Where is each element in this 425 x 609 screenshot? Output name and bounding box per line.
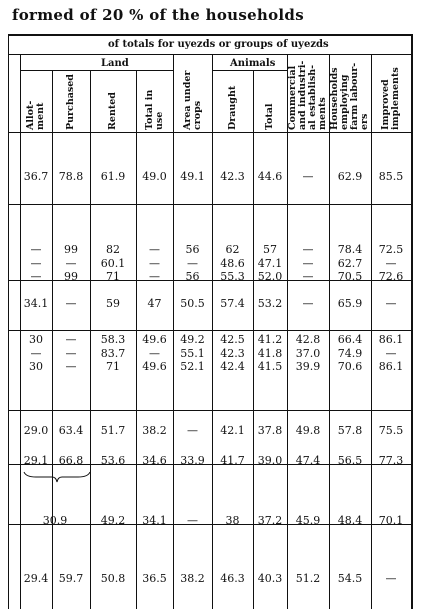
table-cell: 30.9 [42, 514, 68, 527]
table-cell: 37.8 [257, 424, 283, 437]
header-top: of totals for uyezds or groups of uyezds [108, 39, 329, 50]
table-cell: — — — [302, 243, 314, 283]
table-cell: 77.3 [378, 454, 404, 467]
table-cell: 70.1 [378, 514, 404, 527]
table-cell: — [65, 297, 77, 310]
table-cell: 34.1 [23, 297, 49, 310]
table-cell: 40.3 [257, 572, 283, 585]
table-cell: 53.6 [100, 454, 126, 467]
column-header: Total [264, 103, 275, 130]
table-cell: 36.7 [23, 170, 49, 183]
table-cell: 63.4 [58, 424, 84, 437]
table-cell: 58.3 83.7 71 [100, 333, 126, 373]
table-cell: 34.6 [142, 454, 167, 467]
row-divider [8, 330, 412, 331]
table-cell: 45.9 [295, 514, 321, 527]
table-cell: 38 [225, 514, 240, 527]
table-cell: 38.2 [142, 424, 167, 437]
table-cell: — [385, 572, 397, 585]
table-cell: 50.5 [180, 297, 205, 310]
table-cell: 51.2 [295, 572, 321, 585]
table-cell: 56 — 56 [185, 243, 200, 283]
column-header: Total in use [143, 89, 165, 130]
table-cell: 42.5 42.3 42.4 [220, 333, 245, 373]
table-cell: 49.2 [100, 514, 126, 527]
table-cell: 47.4 [295, 454, 321, 467]
table-cell: 34.1 [142, 514, 167, 527]
table-cell: 49.6 — 49.6 [142, 333, 167, 373]
table-cell: 47 [147, 297, 162, 310]
statistics-table [8, 34, 413, 609]
table-cell: 30 — 30 [29, 333, 43, 373]
table-cell: 29.1 [23, 454, 49, 467]
table-cell: — [302, 170, 314, 183]
table-cell: 59.7 [58, 572, 84, 585]
table-cell: — — — [149, 243, 160, 283]
table-cell: 41.7 [220, 454, 245, 467]
table-cell: 78.4 62.7 70.5 [337, 243, 363, 283]
table-cell: 33.9 [180, 454, 205, 467]
table-cell: 44.6 [257, 170, 283, 183]
column-header: Commercial and industri- al establish- ments [287, 60, 328, 130]
table-cell: 66.8 [58, 454, 84, 467]
table-cell: 49.2 55.1 52.1 [180, 333, 205, 373]
table-cell: 65.9 [337, 297, 363, 310]
table-cell: 49.0 [142, 170, 167, 183]
table-cell: 82 60.1 71 [100, 243, 126, 283]
table-cell: 57.4 [220, 297, 245, 310]
table-cell: 42.3 [220, 170, 245, 183]
table-cell: 99 — 99 [64, 243, 78, 283]
table-cell: 46.3 [220, 572, 245, 585]
table-cell: 48.4 [337, 514, 363, 527]
table-cell: 72.5 — 72.6 [378, 243, 404, 283]
row-divider [8, 204, 412, 205]
brace-mark [22, 470, 92, 484]
table-caption: formed of 20 % of the households [12, 6, 304, 24]
table-cell: 75.5 [378, 424, 404, 437]
table-cell: — [187, 514, 198, 527]
table-cell: 29.4 [23, 572, 49, 585]
table-cell: 49.1 [180, 170, 205, 183]
table-cell: 56.5 [337, 454, 363, 467]
table-cell: — — — [65, 333, 77, 373]
column-header: Households employing farm labour- ers [329, 62, 370, 130]
row-divider [8, 410, 412, 411]
table-cell: 41.2 41.8 41.5 [257, 333, 283, 373]
table-cell: — [385, 297, 397, 310]
table-cell: 37.2 [257, 514, 283, 527]
table-cell: 85.5 [378, 170, 404, 183]
table-cell: 50.8 [100, 572, 126, 585]
column-header: Allot- ment [25, 100, 46, 130]
table-cell: 66.4 74.9 70.6 [337, 333, 363, 373]
header-animals: Animals [230, 58, 276, 69]
table-cell: 42.1 [220, 424, 245, 437]
column-header: Rented [107, 92, 118, 130]
column-header: Purchased [65, 74, 76, 130]
table-cell: — — — [30, 243, 42, 283]
table-cell: — [302, 297, 314, 310]
table-cell: 54.5 [337, 572, 363, 585]
table-cell: 42.8 37.0 39.9 [295, 333, 321, 373]
table-cell: 36.5 [142, 572, 167, 585]
table-cell: 62.9 [337, 170, 363, 183]
table-cell: 57 47.1 52.0 [257, 243, 283, 283]
column-header: Area under crops [181, 70, 203, 130]
table-cell: 49.8 [295, 424, 321, 437]
table-cell: — [187, 424, 198, 437]
table-cell: 29.0 [23, 424, 49, 437]
column-header: Draught [226, 85, 238, 130]
table-cell: 39.0 [257, 454, 283, 467]
column-header: Improved implements [380, 67, 401, 130]
table-cell: 86.1 — 86.1 [378, 333, 404, 373]
table-cell: 53.2 [257, 297, 283, 310]
table-cell: 78.8 [58, 170, 84, 183]
table-cell: 57.8 [337, 424, 363, 437]
table-cell: 51.7 [100, 424, 126, 437]
header-land: Land [101, 58, 129, 69]
table-cell: 59 [106, 297, 120, 310]
table-cell: 61.9 [100, 170, 126, 183]
table-cell: 38.2 [180, 572, 205, 585]
table-cell: 62 48.6 55.3 [220, 243, 245, 283]
